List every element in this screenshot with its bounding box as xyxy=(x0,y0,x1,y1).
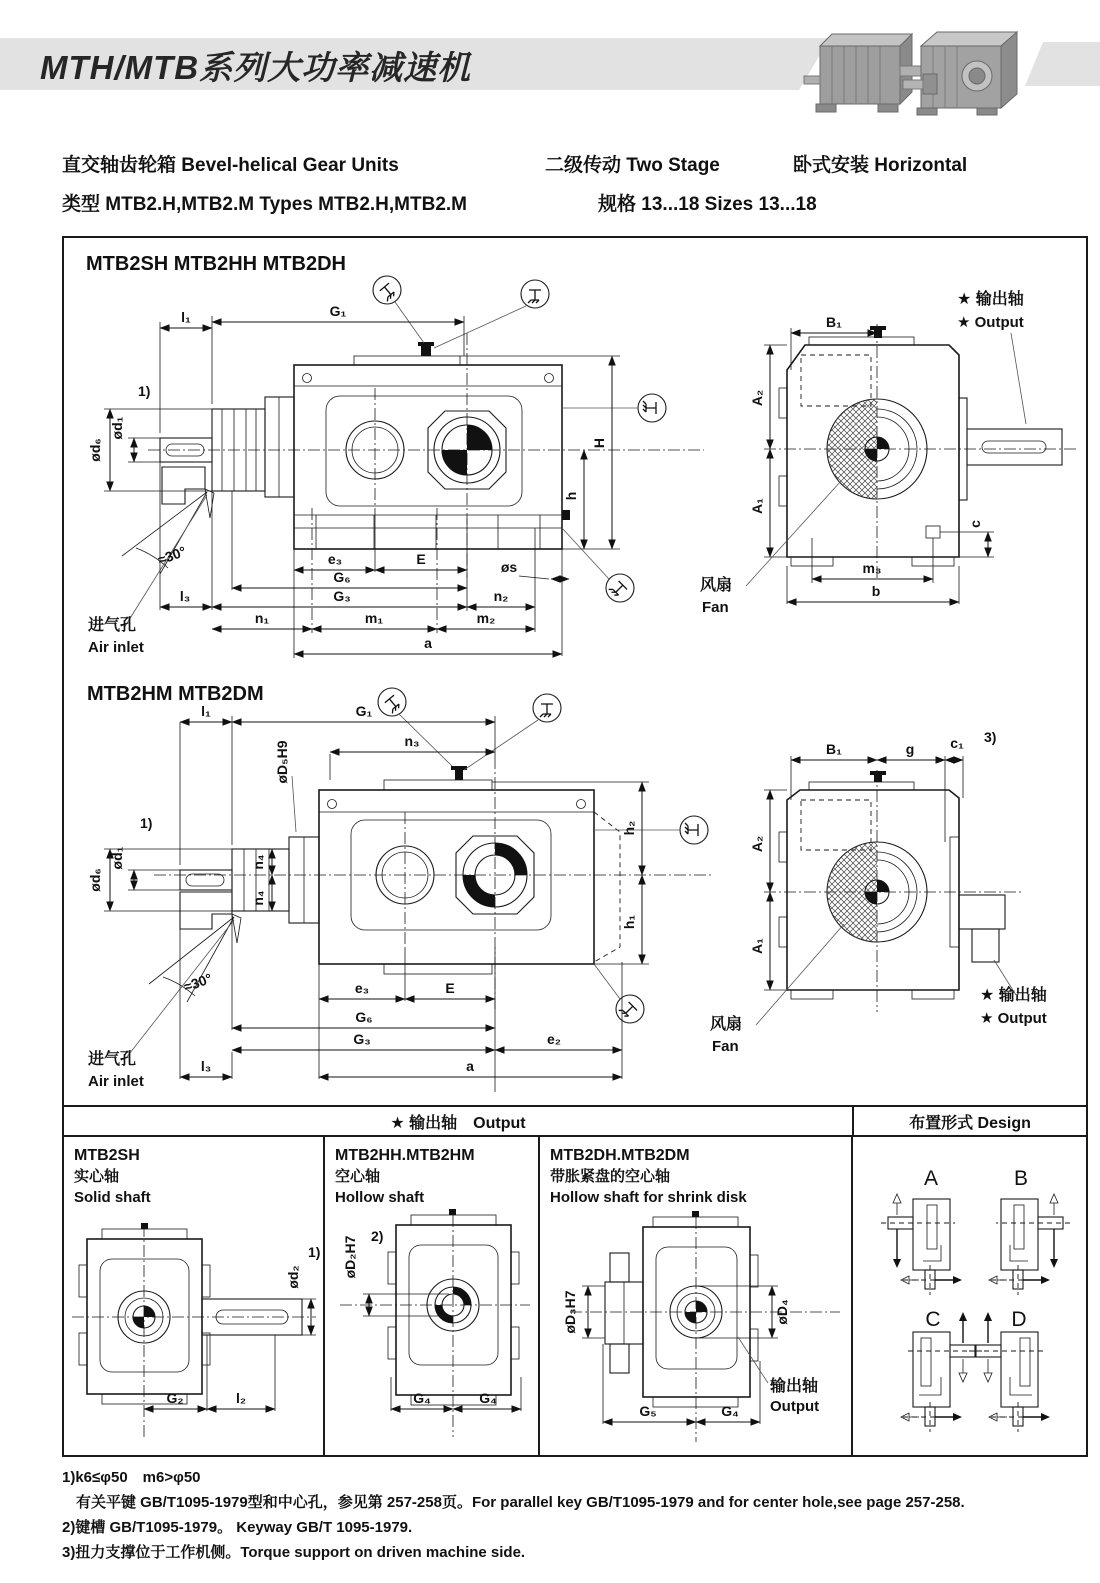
dim-label-a2: A₂ xyxy=(749,389,765,407)
dim-label-e3: e₃ xyxy=(327,551,343,567)
cell2-zh: 空心轴 xyxy=(335,1168,381,1185)
output-table-cells xyxy=(64,1137,1086,1455)
dim-label-e3-2: e₃ xyxy=(354,980,370,996)
cell3-output-zh: 输出轴 xyxy=(770,1378,819,1395)
design-arrangements xyxy=(853,1137,1088,1459)
breather-plug-icon xyxy=(373,276,424,343)
cell1-model: MTB2SH xyxy=(74,1147,140,1164)
end-view-housing xyxy=(764,326,1079,578)
cell3-model: MTB2DH.MTB2DM xyxy=(550,1147,690,1164)
header-band-right xyxy=(1025,42,1100,86)
dim-label-a1-2: A₁ xyxy=(749,938,765,954)
design-header-cell: 布置形式 Design xyxy=(852,1107,1086,1135)
design-c-glyph xyxy=(901,1312,982,1432)
intro-gear-units: 直交轴齿轮箱 Bevel-helical Gear Units xyxy=(62,155,399,176)
dim-note-1: 1) xyxy=(138,383,151,399)
dim-label-g4a: G₄ xyxy=(413,1390,431,1406)
breather-plug-icon-2 xyxy=(378,688,452,766)
output-label-zh: ★ 输出轴 xyxy=(957,291,1024,308)
vent-plug-icon xyxy=(434,280,549,348)
air-inlet-label-en: Air inlet xyxy=(88,639,144,656)
dim-label-h1: h₁ xyxy=(621,914,637,930)
design-label-a: A xyxy=(923,1167,939,1190)
dim-label-g5: G₅ xyxy=(639,1403,657,1419)
dim-label-l2: l₂ xyxy=(235,1390,247,1406)
fan-label-zh-2: 风扇 xyxy=(710,1016,743,1033)
oil-drain-icon-2 xyxy=(594,964,644,1023)
dim-label-g1-2: G₁ xyxy=(355,703,373,719)
output-header-cell: ★ 输出轴 Output xyxy=(390,1114,526,1132)
cell3-zh: 带胀紧盘的空心轴 xyxy=(550,1168,671,1185)
dim-label-n2: n₂ xyxy=(493,588,509,604)
solid-shaft-drawing xyxy=(64,1137,323,1459)
torque-support-bracket xyxy=(959,895,1005,929)
side-view-housing xyxy=(294,342,570,549)
design-b-glyph xyxy=(989,1194,1070,1295)
dim-label-g: g xyxy=(905,741,915,757)
dim-label-g4b: G₄ xyxy=(479,1390,497,1406)
dim-label-n1: n₁ xyxy=(254,610,270,626)
design-label-c: C xyxy=(925,1308,941,1331)
footnote-1b: 有关平键 GB/T1095-1979型和中心孔，参见第 257-258页。For parallel key GB/T1095-1979 and for center hole,see page 257-258. xyxy=(76,1494,965,1511)
footnote-1: 1)k6≤φ50 m6>φ50 xyxy=(62,1469,201,1486)
dim-note-1-cell1: 1) xyxy=(308,1244,321,1260)
diagram2-title: MTB2HM MTB2DM xyxy=(87,683,264,705)
dim-label-a2-2: A₂ xyxy=(749,835,765,853)
cell-design xyxy=(851,1137,1086,1455)
dim-label-D2: øD₂H7 xyxy=(342,1235,358,1279)
dim-label-m2: m₂ xyxy=(476,610,496,626)
diagram-mtb2hm-dm xyxy=(64,662,1086,1105)
dim-label-n4a: n₄ xyxy=(250,854,266,870)
hollow-shaft-drawing xyxy=(325,1137,540,1459)
dim-label-d5: øD₅H9 xyxy=(274,740,290,784)
dim-label-b1: B₁ xyxy=(826,314,842,330)
dim-label-d2: ød₂ xyxy=(285,1265,301,1289)
intro-sizes: 规格 13...18 Sizes 13...18 xyxy=(598,194,817,215)
dim-label-g3: G₃ xyxy=(333,588,351,604)
dim-label-m1: m₁ xyxy=(364,610,384,626)
dim-label-e2: e₂ xyxy=(546,1031,562,1047)
design-d-glyph xyxy=(969,1312,1050,1432)
intro-horizontal: 卧式安装 Horizontal xyxy=(793,155,968,176)
side-view-housing-2 xyxy=(319,766,620,974)
oil-level-icon xyxy=(562,394,666,422)
output-label-en: ★ Output xyxy=(957,314,1024,331)
dim-label-c1: c₁ xyxy=(950,735,964,751)
air-inlet-label-zh: 进气孔 xyxy=(88,617,137,634)
page-title: MTH/MTB系列大功率减速机 xyxy=(40,49,472,86)
dim-label-os: øs xyxy=(500,559,518,575)
dim-label-d6: ød₆ xyxy=(87,438,103,462)
dim-label-l1: l₁ xyxy=(181,309,191,325)
cell-solid-shaft xyxy=(64,1137,323,1455)
dim-label-angle30: ≈30° xyxy=(155,542,189,568)
dim-label-g2: G₂ xyxy=(166,1390,184,1406)
air-inlet-label-zh-2: 进气孔 xyxy=(88,1051,137,1068)
end-view-housing-2 xyxy=(764,770,1024,1012)
cell1-zh: 实心轴 xyxy=(74,1168,120,1185)
intro-types: 类型 MTB2.H,MTB2.M Types MTB2.H,MTB2.M xyxy=(62,194,467,215)
input-shaft-2 xyxy=(180,837,319,923)
shrink-disk-collar xyxy=(605,1253,643,1373)
dim-label-c: c xyxy=(967,520,983,528)
input-shaft xyxy=(160,397,294,497)
output-table-header xyxy=(64,1105,1086,1137)
footnote-3: 3)扭力支撑位于工作机侧。Torque support on driven machine side. xyxy=(62,1544,526,1561)
air-inlet-label-en-2: Air inlet xyxy=(88,1073,144,1090)
dim-label-m3: m₃ xyxy=(862,560,882,576)
dim-note-2: 2) xyxy=(371,1228,384,1244)
dim-label-b1-2: B₁ xyxy=(826,741,842,757)
cell2-model: MTB2HH.MTB2HM xyxy=(335,1147,475,1164)
shrink-disk-drawing xyxy=(540,1137,853,1459)
dim-label-D3: øD₃H7 xyxy=(562,1290,578,1334)
page-header xyxy=(0,0,1100,135)
dim-label-g1: G₁ xyxy=(329,303,347,319)
dim-label-g6: G₆ xyxy=(333,569,351,585)
oil-drain-icon xyxy=(562,528,634,602)
cell1-en: Solid shaft xyxy=(74,1189,151,1206)
dim-label-l1-2: l₁ xyxy=(201,703,211,719)
dim-label-angle30-2: ≈30° xyxy=(181,969,215,995)
output-label-en-2: ★ Output xyxy=(980,1010,1047,1027)
figure-box xyxy=(62,236,1088,1457)
footnote-2: 2)键槽 GB/T1095-1979。 Keyway GB/T 1095-1979. xyxy=(62,1519,413,1536)
dim-label-D4: øD₄ xyxy=(774,1299,790,1325)
oil-level-icon-2 xyxy=(594,816,708,844)
cell2-en: Hollow shaft xyxy=(335,1189,425,1206)
design-label-b: B xyxy=(1013,1167,1029,1190)
dim-label-H: H xyxy=(591,437,607,449)
dim-label-d6-2: ød₆ xyxy=(87,868,103,892)
dim-label-l3: l₃ xyxy=(179,588,191,604)
dim-label-E-2: E xyxy=(445,980,455,996)
fan-label-en: Fan xyxy=(702,599,729,616)
vent-plug-icon-2 xyxy=(464,694,561,770)
dim-note-1-2: 1) xyxy=(140,815,153,831)
dim-label-a: a xyxy=(424,635,432,651)
fan-label-zh: 风扇 xyxy=(700,577,733,594)
dim-label-h2: h₂ xyxy=(621,820,637,836)
dim-label-l3-2: l₃ xyxy=(200,1058,212,1074)
fan-label-en-2: Fan xyxy=(712,1038,739,1055)
cell3-output-en: Output xyxy=(770,1398,820,1415)
cell-hollow-shaft xyxy=(323,1137,538,1455)
cell-shrink-disk xyxy=(538,1137,851,1455)
dim-label-a-2: a xyxy=(466,1058,474,1074)
dim-label-g6-2: G₆ xyxy=(355,1009,373,1025)
dim-note-3: 3) xyxy=(984,729,997,745)
product-photo-1 xyxy=(804,34,922,112)
diagram1-title: MTB2SH MTB2HH MTB2DH xyxy=(86,253,346,275)
dim-label-b: b xyxy=(871,583,881,599)
dim-label-h: h xyxy=(563,491,579,501)
dim-label-d1-2: ød₁ xyxy=(109,846,125,870)
output-label-zh-2: ★ 输出轴 xyxy=(980,987,1047,1004)
dim-label-a1: A₁ xyxy=(749,498,765,514)
dim-label-g4: G₄ xyxy=(721,1403,739,1419)
dim-label-n4b: n₄ xyxy=(250,890,266,906)
dim-label-g3-2: G₃ xyxy=(353,1031,371,1047)
design-label-d: D xyxy=(1011,1308,1027,1331)
dim-label-E: E xyxy=(416,551,426,567)
cell3-en: Hollow shaft for shrink disk xyxy=(550,1189,747,1206)
dim-label-d1: ød₁ xyxy=(109,416,125,440)
intro-two-stage: 二级传动 Two Stage xyxy=(545,155,720,176)
air-inlet-detail-2 xyxy=(126,892,241,1058)
dim-label-n3: n₃ xyxy=(404,733,420,749)
design-a-glyph xyxy=(881,1194,962,1295)
diagram-mtb2sh-hh-dh xyxy=(64,238,1086,668)
